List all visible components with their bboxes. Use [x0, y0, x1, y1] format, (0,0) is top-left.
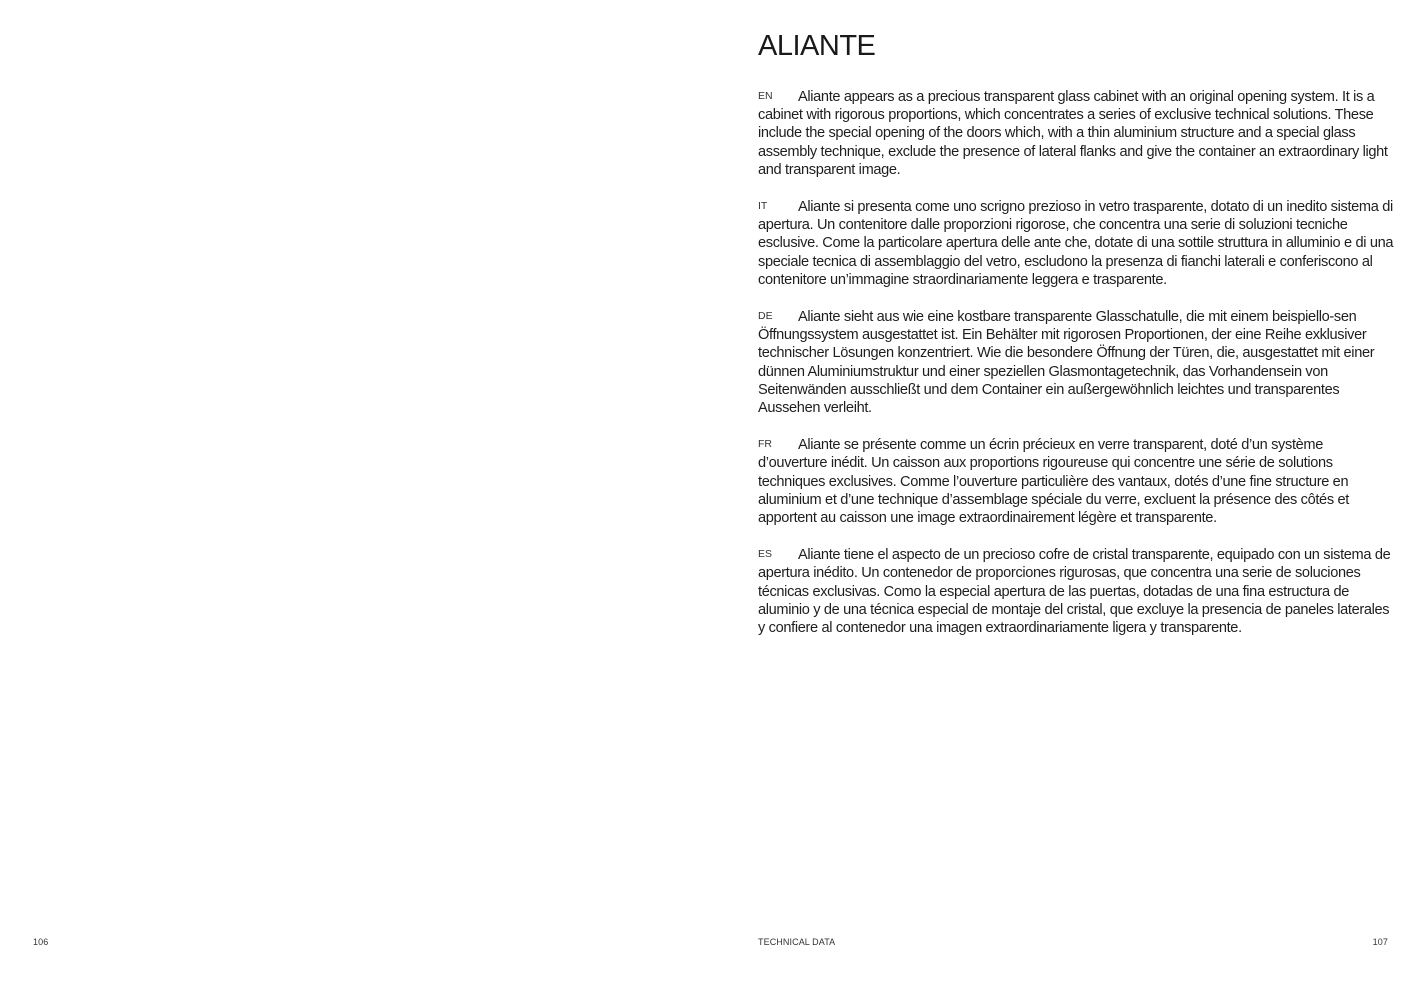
paragraph-text: Aliante tiene el aspecto de un precioso cofre de cristal transparente, equipado con un sistema de apertura inédito. Un contenedor de proporciones rigurosas, que concentra una serie de soluciones técnicas exclusivas. Como la especial apertura de las puertas, dotadas de una fina estructura de aluminio y de una técnica especial de montaje del cristal, que excluye la presencia de paneles laterales y confiere al contenedor una imagen extraordinariamente ligera y transparente.: [758, 547, 1391, 637]
language-code: EN: [758, 90, 773, 102]
paragraph-text: Aliante appears as a precious transparent glass cabinet with an original opening system. It is a cabinet with rigorous proportions, which concentrates a series of exclusive technical solutions. These include the special opening of the doors which, with a thin aluminium structure and a special glass assembly technique, exclude the presence of lateral flanks and give the container an extraordinary light and transparent image.: [758, 89, 1388, 178]
left-page-number: 106: [33, 937, 49, 947]
paragraph-de: [758, 307, 1394, 417]
right-page: [710, 0, 1420, 981]
language-code: DE: [758, 310, 773, 323]
right-page-number: 107: [1372, 937, 1388, 947]
paragraph-text: Aliante sieht aus wie eine kostbare transparente Glasschatulle, die mit einem beispiello-sen Öffnungssystem ausgestattet ist. Ein Behälter mit rigorosen Proportionen, der eine Reihe exklusiver technischer Lösungen konzentriert. Wie die besondere Öffnung der Türen, die, ausgestattet mit einer dünnen Aluminiumstruktur und einer speziellen Glasmontagetechnik, das Vorhandensein von Seitenwänden ausschließt und dem Container ein außergewöhnlich leichtes und transparentes Aussehen verleiht.: [758, 309, 1375, 417]
section-label: TECHNICAL DATA: [758, 937, 836, 947]
paragraph-text: Aliante si presenta come uno scrigno prezioso in vetro trasparente, dotato di un inedito sistema di apertura. Un contenitore dalle proporzioni rigorose, che concentra una serie di soluzioni tecniche esclusive. Come la particolare apertura delle ante che, dotate di una sottile struttura in alluminio e di una speciale tecnica di assemblaggio del vetro, escludono la presenza di fianchi laterali e conferiscono al contenitore un’immagine straordinariamente leggera e trasparente.: [758, 199, 1394, 288]
paragraph-text: Aliante se présente comme un écrin précieux en verre transparent, doté d’un système d’ouverture inédit. Un caisson aux proportions rigoureuse qui concentre une série de solutions techniques exclusives. Comme l’ouverture particulière des vantaux, dotés d’une fine structure en aluminium et d’une technique d’assemblage spéciale du verre, excluent la présence des côtés et apportent au caisson une image extraordinairement légère et transparente.: [758, 437, 1349, 527]
paragraph-es: [758, 545, 1394, 637]
language-code: FR: [758, 438, 772, 451]
paragraph-fr: [758, 435, 1394, 527]
page-title: ALIANTE: [758, 30, 876, 62]
paragraph-it: [758, 197, 1394, 289]
language-code: IT: [758, 200, 768, 213]
paragraph-en: [758, 87, 1394, 179]
description-text: [758, 87, 1394, 655]
language-code: ES: [758, 548, 773, 561]
